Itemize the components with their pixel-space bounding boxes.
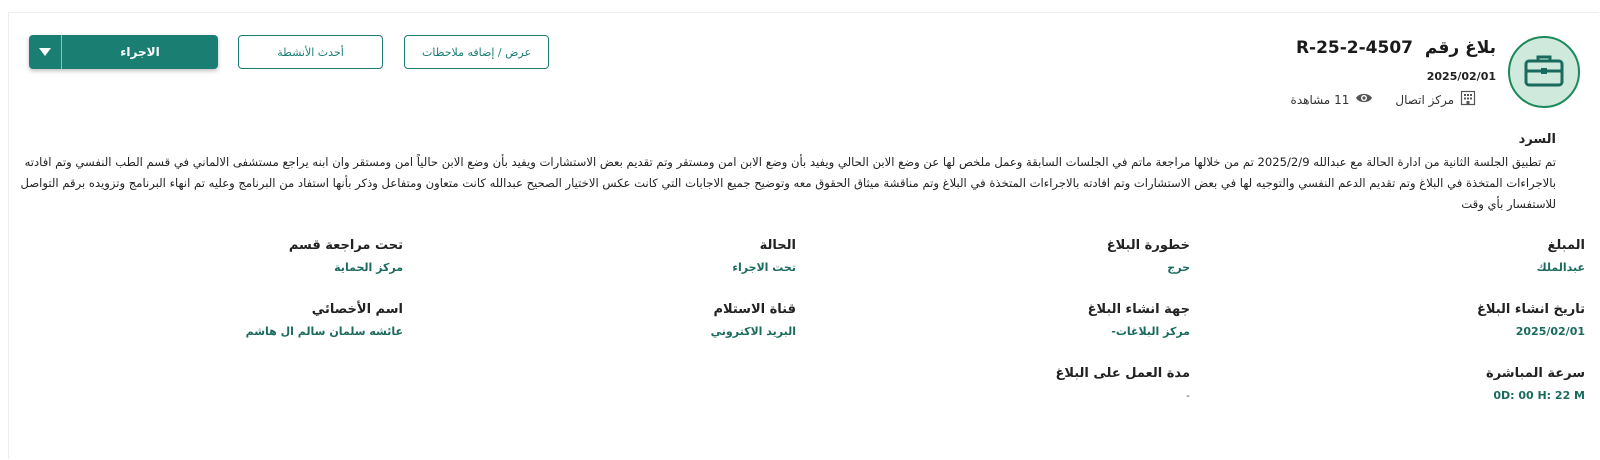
field-label: جهة انشاء البلاغ — [1087, 302, 1190, 317]
briefcase-icon — [1524, 53, 1564, 91]
field-label: مدة العمل على البلاغ — [1055, 366, 1190, 381]
meta-views — [1291, 91, 1374, 108]
field-value: البريد الاكتروني — [710, 325, 796, 338]
field-value: عبدالملك — [1536, 261, 1585, 274]
field-work-duration — [860, 366, 1190, 403]
chevron-down-icon[interactable] — [29, 35, 62, 69]
field-value: 0D: 00 H: 22 M — [1493, 389, 1585, 402]
field-label: خطورة البلاغ — [1106, 238, 1190, 253]
field-label: تاريخ انشاء البلاغ — [1476, 302, 1585, 317]
meta-source — [1395, 90, 1476, 109]
report-date: 2025/02/01 — [1426, 70, 1496, 83]
eye-icon — [1355, 91, 1373, 108]
field-reporter — [1255, 238, 1585, 275]
field-value: عائشه سلمان سالم ال هاشم — [245, 325, 403, 338]
field-under-review — [73, 238, 403, 275]
field-created-by — [860, 302, 1190, 339]
field-label: اسم الأخصائي — [311, 302, 403, 317]
field-specialist — [73, 302, 403, 339]
field-label: قناة الاستلام — [713, 302, 796, 317]
meta-source-text: مركز اتصال — [1395, 92, 1454, 107]
field-label: المبلغ — [1547, 238, 1585, 253]
field-value: مركز البلاغات- — [1111, 325, 1190, 338]
field-label: تحت مراجعة قسم — [288, 238, 403, 253]
field-value: 2025/02/01 — [1515, 325, 1585, 338]
field-status — [466, 238, 796, 275]
field-severity — [860, 238, 1190, 275]
field-label: سرعة المباشرة — [1486, 366, 1585, 381]
field-response-speed — [1255, 366, 1585, 403]
latest-activities-button[interactable]: أحدث الأنشطة — [238, 35, 383, 69]
field-channel — [466, 302, 796, 339]
meta-views-text: 11 مشاهدة — [1290, 92, 1350, 107]
report-avatar — [1508, 36, 1580, 108]
action-dropdown-button[interactable] — [29, 35, 218, 69]
field-value: حرج — [1167, 261, 1190, 274]
title-prefix: بلاغ رقم — [1424, 38, 1496, 58]
field-value: تحت الاجراء — [732, 261, 796, 274]
action-button-label[interactable]: الاجراء — [120, 45, 160, 59]
report-meta — [1291, 90, 1476, 109]
page-title — [1296, 38, 1496, 58]
building-icon — [1460, 90, 1476, 109]
field-label: الحالة — [759, 238, 796, 253]
field-value: - — [1186, 389, 1190, 402]
field-created-date — [1255, 302, 1585, 339]
narrative-title: السرد — [1518, 132, 1556, 147]
field-value: مركز الحماية — [334, 261, 403, 274]
narrative-text: تم تطبيق الجلسة الثانية من ادارة الحالة مع عبدالله 2025/2/9 تم من خلالها مراجعة ماتم في الجلسات السابقة وعمل ملخص لها عن وضع الابن الحالي ويفيد بأن وضع الابن امن ومستقر وتم تقديم بعض الاستشارات ويفيد بأن وضع الابن حالياً امن ومستقر وان ابنه يراجع مستشفى الالماني في قسم الطب النفسي وتم افادته بالاجراءات المتخذة في البلاغ وتم تقديم الدعم النفسي والتوجيه لها في بعض الاستشارات وتم افادته بالاجراءات المتخذة في البلاغ وتم مناقشة ميثاق الحقوق معه وتوضيح جميع الاجابات التي كانت عكس الاختيار الصحيح عبدالله كانت متعاون ومتفاعل وذكر بأنها استفاد من البرنامج وعليه تم انهاء البرنامج وتزويده برقم التواصل للاستفسار بأي وقت — [20, 155, 1556, 211]
report-number: R-25-2-4507 — [1295, 38, 1413, 58]
view-add-notes-button[interactable]: عرض / إضافه ملاحظات — [404, 35, 549, 69]
